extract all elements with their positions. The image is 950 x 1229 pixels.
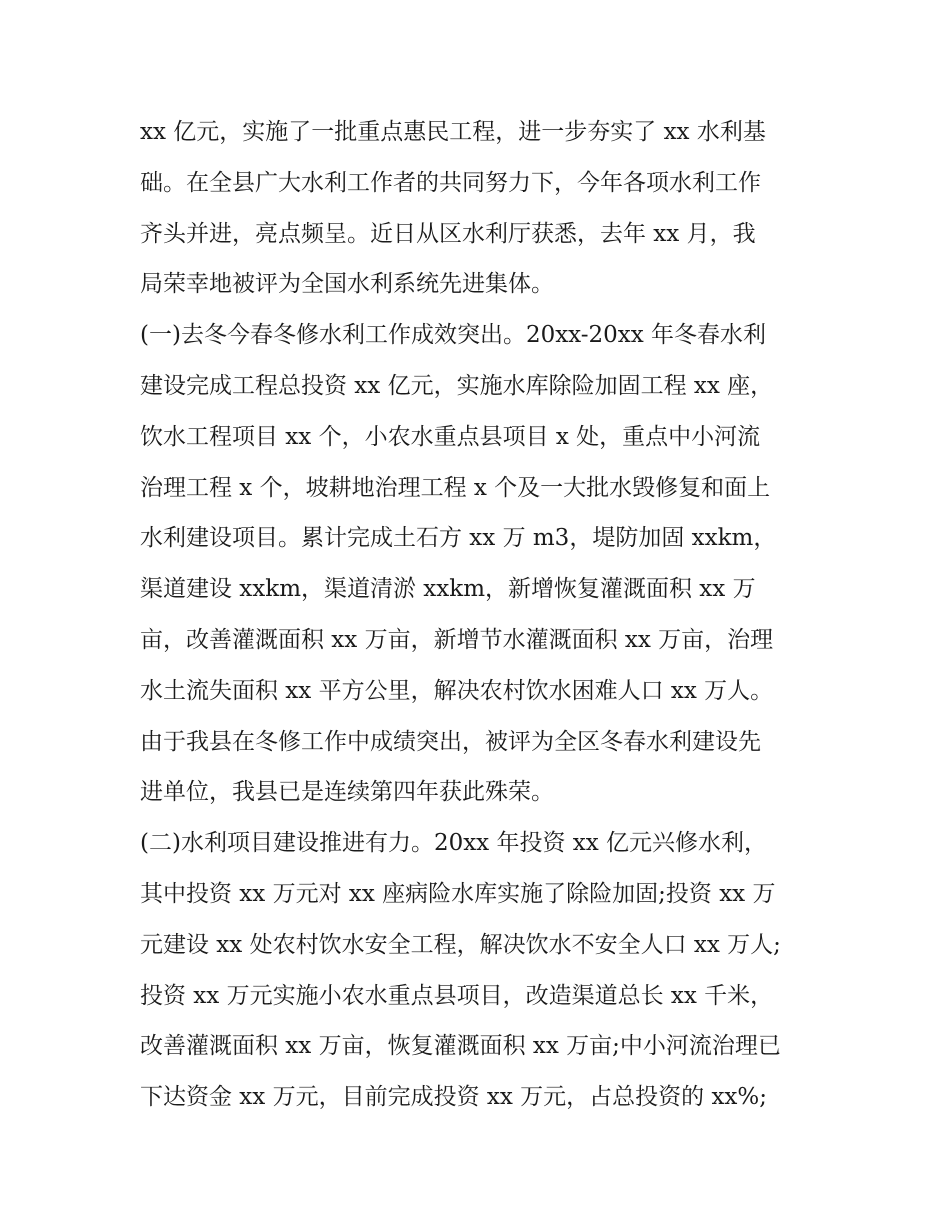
text-line: 亩，改善灌溉面积 xx 万亩，新增节水灌溉面积 xx 万亩，治理 (140, 626, 774, 653)
text-line: 进单位，我县已是连续第四年获此殊荣。 (140, 779, 554, 806)
text-line: 下达资金 xx 万元，目前完成投资 xx 万元，占总投资的 xx%; (140, 1084, 767, 1111)
text-line: 水利建设项目。累计完成土石方 xx 万 m3，堤防加固 xxkm， (140, 525, 777, 552)
text-line: 改善灌溉面积 xx 万亩，恢复灌溉面积 xx 万亩;中小河流治理已 (140, 1033, 781, 1060)
text-line: 渠道建设 xxkm，渠道清淤 xxkm，新增恢复灌溉面积 xx 万 (140, 576, 756, 603)
text-line: 饮水工程项目 xx 个，小农水重点县项目 x 处，重点中小河流 (140, 423, 761, 450)
text-line: 齐头并进，亮点频呈。近日从区水利厅获悉，去年 xx 月，我 (140, 220, 756, 247)
text-line: 元建设 xx 处农村饮水安全工程，解决饮水不安全人口 xx 万人; (140, 931, 781, 958)
text-line: 由于我县在冬修工作中成绩突出，被评为全区冬春水利建设先 (140, 728, 761, 755)
text-line: xx 亿元，实施了一批重点惠民工程，进一步夯实了 xx 水利基 (140, 119, 766, 145)
text-line: 建设完成工程总投资 xx 亿元，实施水库除险加固工程 xx 座， (140, 372, 774, 399)
document-body (140, 107, 820, 1123)
text-line: 础。在全县广大水利工作者的共同努力下，今年各项水利工作 (140, 169, 761, 196)
text-line: 水土流失面积 xx 平方公里，解决农村饮水困难人口 xx 万人。 (140, 677, 774, 704)
text-line: 其中投资 xx 万元对 xx 座病险水库实施了除险加固;投资 xx 万 (140, 880, 776, 907)
text-line: (一)去冬今春冬修水利工作成效突出。20xx-20xx 年冬春水利 (140, 322, 767, 349)
text-line: 局荣幸地被评为全国水利系统先进集体。 (140, 271, 554, 298)
text-line: 投资 xx 万元实施小农水重点县项目，改造渠道总长 xx 千米， (140, 982, 774, 1009)
text-line: (二)水利项目建设推进有力。20xx 年投资 xx 亿元兴修水利， (140, 830, 768, 857)
text-line: 治理工程 x 个，坡耕地治理工程 x 个及一大批水毁修复和面上 (140, 474, 771, 501)
